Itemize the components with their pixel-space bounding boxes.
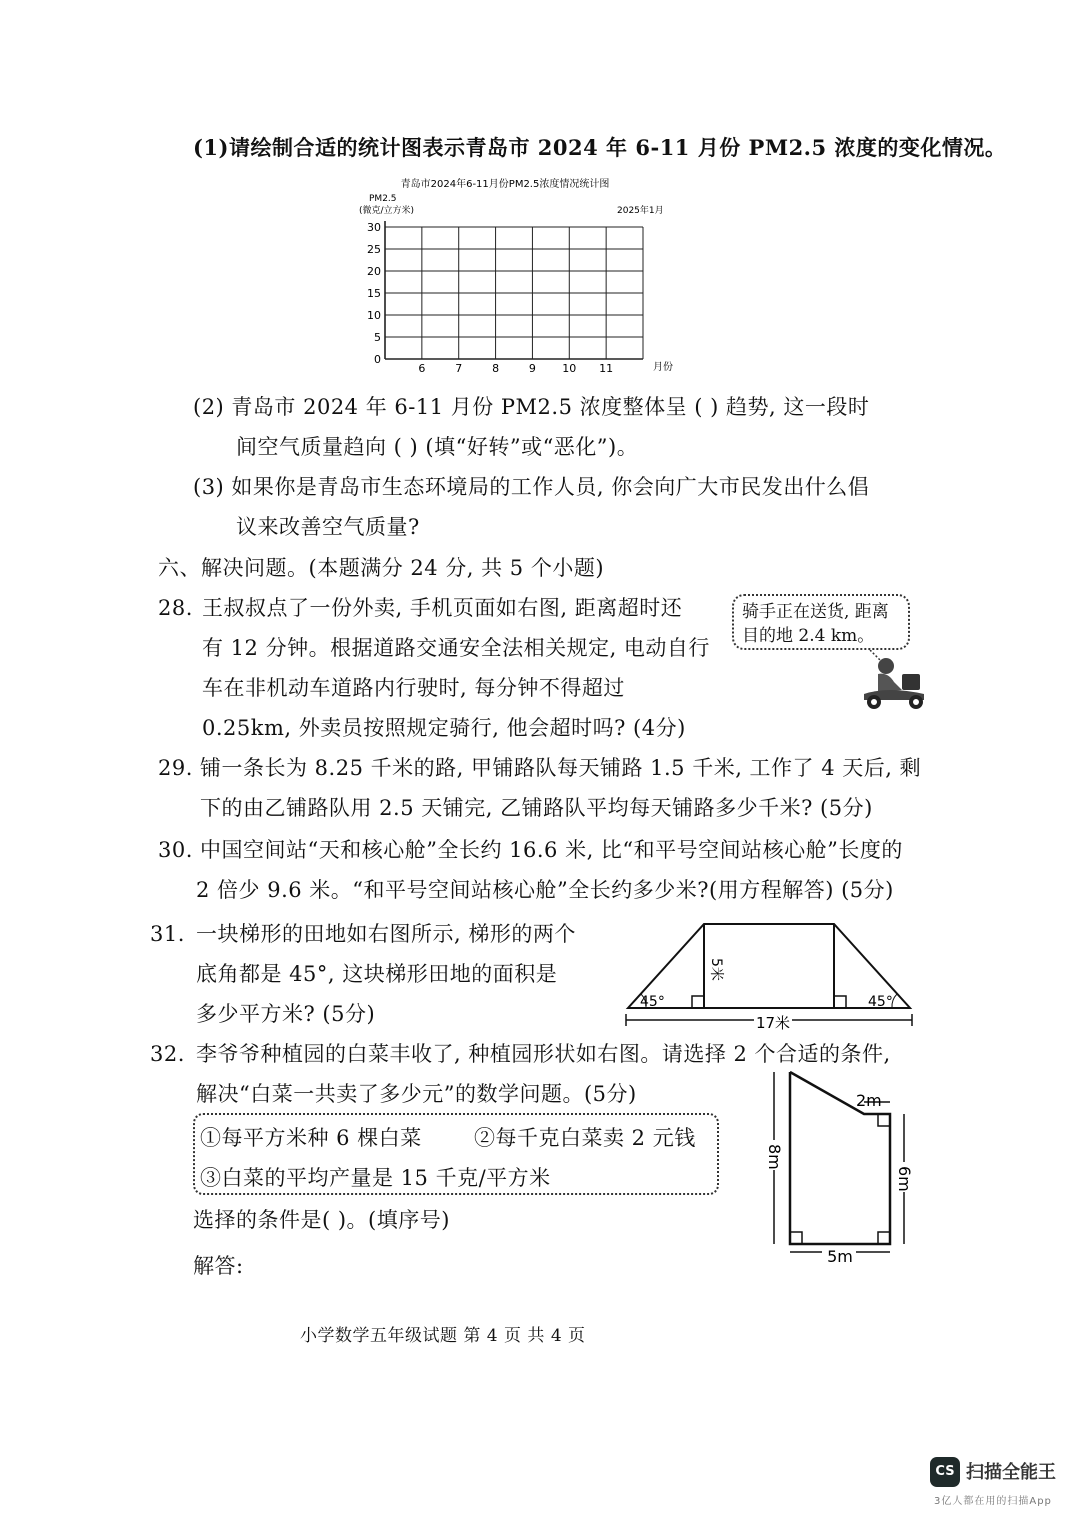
chart-date: 2025年1月 — [617, 206, 664, 216]
q30-number: 30. — [158, 838, 193, 862]
chart-xtick-10: 10 — [562, 362, 577, 375]
section6-heading: 六、解决问题。(本题满分 24 分, 共 5 个小题) — [158, 556, 605, 580]
garden-shape-figure — [760, 1068, 920, 1268]
watermark-subtitle: 3亿人都在用的扫描App — [934, 1496, 1052, 1507]
chart-xtick-7: 7 — [455, 362, 463, 375]
angle-label-right: 45° — [868, 994, 893, 1010]
condition-2: ②每千克白菜卖 2 元钱 — [474, 1126, 696, 1150]
q31-number: 31. — [150, 922, 185, 946]
label-2m: 2m — [856, 1091, 882, 1110]
q30-line2: 2 倍少 9.6 米。“和平号空间站核心舱”全长约多少米?(用方程解答) (5分) — [196, 878, 894, 902]
q27-part2-line1: (2) 青岛市 2024 年 6-11 月份 PM2.5 浓度整体呈 ( ) 趋势, 这一段时 — [193, 395, 870, 419]
q31-line1: 一块梯形的田地如右图所示, 梯形的两个 — [196, 922, 576, 946]
right-angle-mark-left — [692, 996, 704, 1008]
pm25-chart — [355, 172, 695, 380]
chart-xtick-6: 6 — [418, 362, 426, 375]
chart-ytick-10: 10 — [367, 309, 381, 322]
q28-number: 28. — [158, 596, 193, 620]
q28-line4: 0.25km, 外卖员按照规定骑行, 他会超时吗? (4分) — [202, 716, 686, 740]
camscanner-logo-icon: CS — [930, 1457, 960, 1487]
q31-line3: 多少平方米? (5分) — [196, 1002, 376, 1026]
q27-part2-line2: 间空气质量趋向 ( ) (填“好转”或“恶化”)。 — [236, 435, 639, 459]
condition-1: ①每平方米种 6 棵白菜 — [200, 1126, 422, 1150]
right-angle-bottom-left — [790, 1232, 802, 1244]
chart-grid — [385, 221, 643, 359]
right-angle-mark-right — [834, 996, 846, 1008]
chart-ytick-30: 30 — [367, 221, 381, 234]
q32-answer-label: 解答: — [193, 1254, 244, 1278]
q27-part3-line2: 议来改善空气质量? — [236, 515, 420, 539]
chart-ytick-15: 15 — [367, 287, 381, 300]
condition-3: ③白菜的平均产量是 15 千克/平方米 — [200, 1166, 551, 1190]
right-angle-bottom-right — [878, 1232, 890, 1244]
q32-line1: 李爷爷种植园的白菜丰收了, 种植园形状如右图。请选择 2 个合适的条件, — [196, 1042, 891, 1066]
q28-line1: 王叔叔点了一份外卖, 手机页面如右图, 距离超时还 — [202, 596, 683, 620]
q28-line2: 有 12 分钟。根据道路交通安全法相关规定, 电动自行 — [202, 636, 710, 660]
page-footer: 小学数学五年级试题 第 4 页 共 4 页 — [300, 1326, 586, 1346]
label-5m: 5m — [827, 1247, 853, 1266]
chart-x-ticks — [418, 362, 613, 375]
chart-y-ticks — [367, 221, 381, 366]
chart-xtick-8: 8 — [492, 362, 500, 375]
q28-line3: 车在非机动车道路内行驶时, 每分钟不得超过 — [202, 676, 625, 700]
chart-title: 青岛市2024年6-11月份PM2.5浓度情况统计图 — [400, 179, 610, 190]
height-label: 5米 — [708, 958, 724, 981]
q28-speech-bubble: 骑手正在送货, 距离目的地 2.4 km。 — [732, 594, 910, 650]
trapezoid-figure — [618, 912, 918, 1036]
q27-part3-line1: (3) 如果你是青岛市生态环境局的工作人员, 你会向广大市民发出什么倡 — [193, 475, 870, 499]
q27-part1: (1)请绘制合适的统计图表示青岛市 2024 年 6-11 月份 PM2.5 浓度的变化情况。 — [193, 135, 1007, 160]
base-label: 17米 — [755, 1014, 791, 1032]
chart-xtick-11: 11 — [599, 362, 614, 375]
delivery-rider-icon — [858, 650, 934, 712]
label-6m: 6m — [895, 1166, 914, 1192]
chart-ylabel-line2: (微克/立方米) — [359, 206, 415, 216]
chart-xtick-9: 9 — [528, 362, 536, 375]
q32-number: 32. — [150, 1042, 185, 1066]
chart-ylabel-line1: PM2.5 — [369, 194, 397, 204]
q30-line1: 中国空间站“天和核心舱”全长约 16.6 米, 比“和平号空间站核心舱”长度的 — [200, 838, 903, 862]
right-angle-top-right — [878, 1114, 890, 1126]
chart-ytick-25: 25 — [367, 243, 381, 256]
q31-line2: 底角都是 45°, 这块梯形田地的面积是 — [196, 962, 558, 986]
q29-number: 29. — [158, 756, 193, 780]
angle-label-left: 45° — [640, 994, 665, 1010]
chart-ytick-0: 0 — [374, 353, 381, 366]
chart-ytick-5: 5 — [374, 331, 381, 344]
watermark-name: 扫描全能王 — [966, 1462, 1056, 1483]
chart-ytick-20: 20 — [367, 265, 381, 278]
q29-line2: 下的由乙铺路队用 2.5 天铺完, 乙铺路队平均每天铺路多少千米? (5分) — [200, 796, 873, 820]
label-8m: 8m — [765, 1144, 784, 1170]
chart-x-unit: 月份 — [653, 362, 673, 373]
q29-line1: 铺一条长为 8.25 千米的路, 甲铺路队每天铺路 1.5 千米, 工作了 4 天后, 剩 — [200, 756, 922, 780]
q32-line2: 解决“白菜一共卖了多少元”的数学问题。(5分) — [196, 1082, 637, 1106]
q32-choose-line: 选择的条件是( )。(填序号) — [193, 1208, 450, 1232]
